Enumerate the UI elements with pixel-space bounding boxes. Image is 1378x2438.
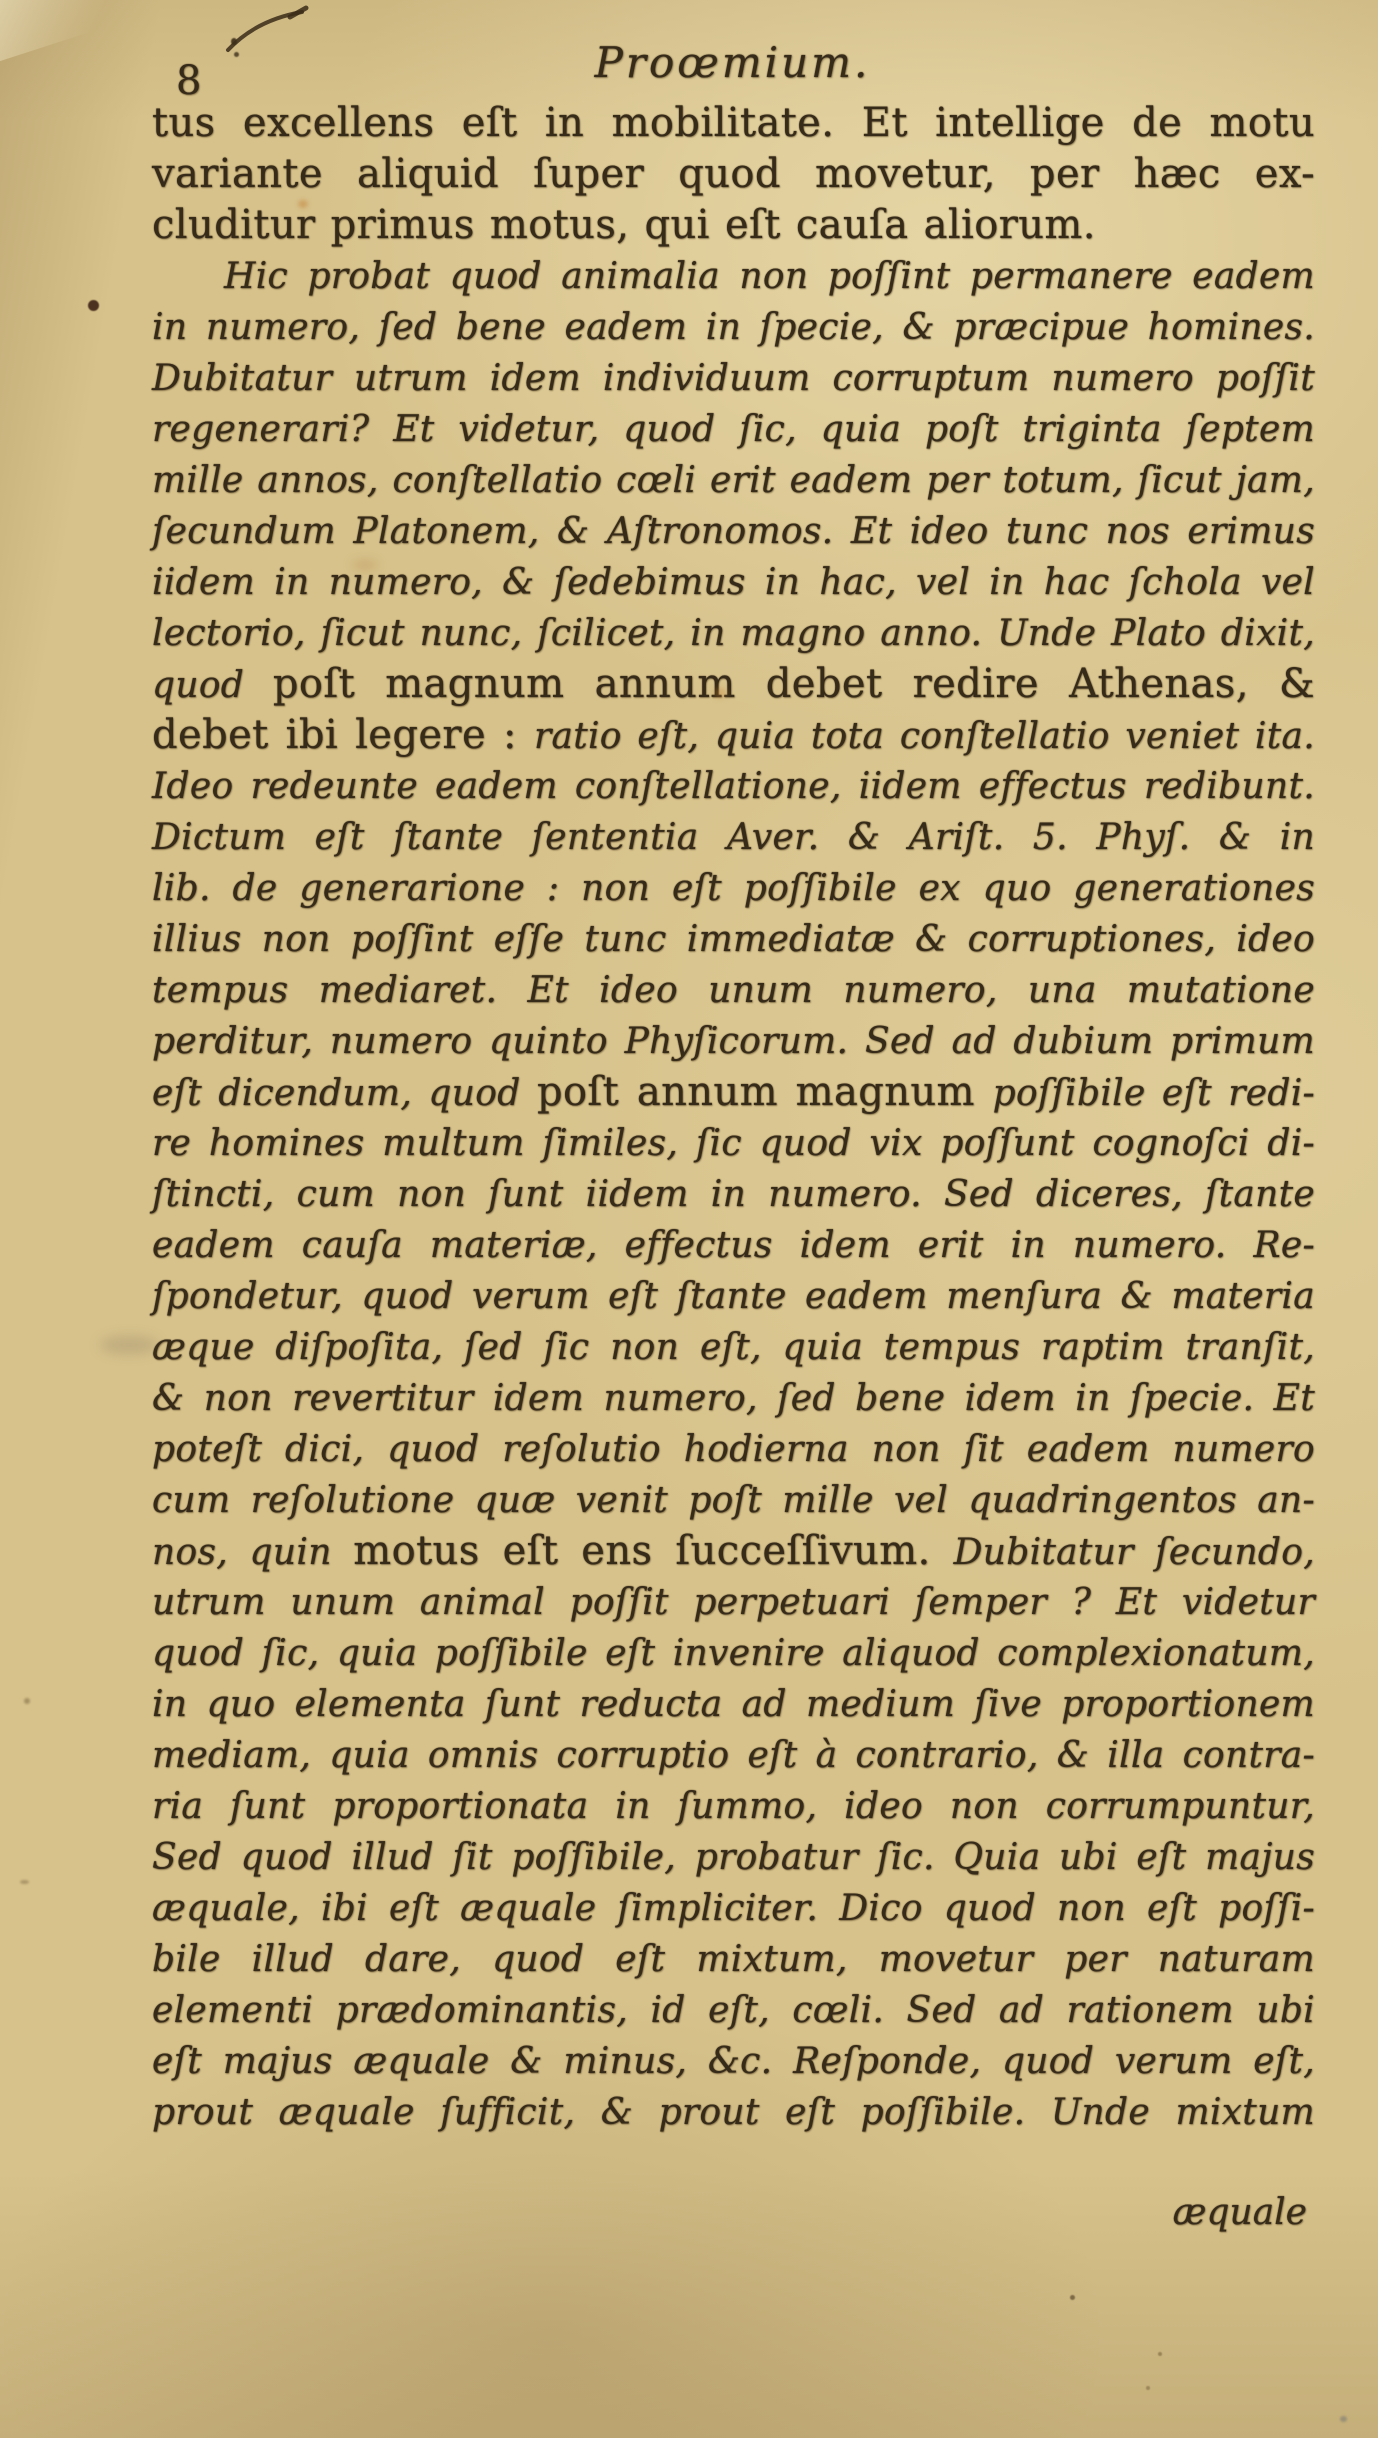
text-line <box>152 2036 1315 2087</box>
text-line <box>152 1373 1315 1424</box>
text-segment-italic: Dictum eſt ſtante ſententia Aver. & Ariſt. 5. Phyſ. & in <box>152 817 1315 858</box>
text-line <box>152 1220 1315 1271</box>
text-segment-italic: Dubitatur utrum idem individuum corruptum numero poſſit <box>152 358 1315 399</box>
text-line <box>152 1577 1315 1628</box>
text-line <box>152 149 1315 200</box>
text-line <box>152 1169 1315 1220</box>
paper-speck <box>1340 2416 1347 2422</box>
text-segment-italic: ſpondetur, quod verum eſt ſtante eadem menſura & materia <box>152 1276 1315 1317</box>
page-number: 8 <box>176 58 203 104</box>
text-segment-italic: Sed quod illud ſit poſſibile, probatur ſic. Quia ubi eſt majus <box>152 1837 1315 1878</box>
text-segment-italic: poteſt dici, quod reſolutio hodierna non ſit eadem numero <box>152 1429 1315 1470</box>
text-line <box>152 557 1315 608</box>
text-line <box>152 353 1315 404</box>
text-line <box>152 812 1315 863</box>
text-segment-italic: cum reſolutione quæ venit poſt mille vel quadringentos an- <box>152 1480 1315 1521</box>
running-title: Proœmium. <box>594 38 871 87</box>
text-segment-italic: Dubitatur ſecundo, <box>953 1532 1315 1573</box>
text-segment-italic: poſſibile eſt redi- <box>992 1073 1315 1114</box>
text-line <box>152 1730 1315 1781</box>
ink-dot-mark <box>231 38 237 45</box>
text-segment-italic: lectorio, ſicut nunc, ſcilicet, in magno anno. Unde Plato dixit, <box>152 613 1315 654</box>
text-segment-italic: quod ſic, quia poſſibile eſt invenire aliquod complexionatum, <box>152 1633 1315 1674</box>
text-segment-italic: mediam, quia omnis corruptio eſt à contrario, & illa contra- <box>152 1735 1315 1776</box>
text-line <box>152 914 1315 965</box>
text-segment-roman: poſt magnum annum debet redire Athenas, & <box>272 661 1315 707</box>
text-line <box>152 608 1315 659</box>
text-line <box>152 200 1315 251</box>
catchword: æquale <box>1172 2192 1307 2233</box>
text-segment-italic: in numero, ſed bene eadem in ſpecie, & præcipue homines. <box>152 307 1315 348</box>
text-segment-italic: ria ſunt proportionata in ſummo, ideo non corrumpuntur, <box>152 1786 1315 1827</box>
text-segment-roman: tus excellens eſt in mobilitate. Et intellige de motu <box>152 100 1315 146</box>
text-line <box>152 1679 1315 1730</box>
text-line <box>152 761 1315 812</box>
text-line <box>152 1118 1315 1169</box>
text-line <box>152 1016 1315 1067</box>
text-segment-italic: tempus mediaret. Et ideo unum numero, una mutatione <box>152 970 1315 1011</box>
text-segment-italic: utrum unum animal poſſit perpetuari ſemper ? Et videtur <box>152 1582 1315 1623</box>
paper-speck <box>24 1698 30 1704</box>
text-segment-italic: nos, quin <box>152 1532 354 1573</box>
text-segment-roman: motus eſt ens ſucceſſivum. <box>353 1528 954 1574</box>
text-segment-italic: in quo elementa ſunt reducta ad medium ſive proportionem <box>152 1684 1315 1725</box>
paper-speck <box>1146 2386 1150 2390</box>
ink-dot-mark <box>88 300 99 311</box>
text-segment-italic: prout æquale ſufficit, & prout eſt poſſibile. Unde mixtum <box>152 2092 1315 2133</box>
text-line <box>152 2087 1315 2138</box>
text-segment-italic: eſt majus æquale & minus, &c. Reſponde, quod verum eſt, <box>152 2041 1315 2082</box>
ink-dot-mark <box>234 52 239 57</box>
text-line <box>152 659 1315 710</box>
text-segment-italic: Ideo redeunte eadem conſtellatione, iidem effectus redibunt. <box>152 766 1315 807</box>
text-line <box>152 965 1315 1016</box>
foxing-spot <box>298 200 308 208</box>
text-segment-italic: perditur, numero quinto Phyſicorum. Sed ad dubium primum <box>152 1021 1315 1062</box>
text-segment-roman: debet ibi legere : <box>152 712 534 758</box>
text-line <box>152 1475 1315 1526</box>
text-segment-italic: elementi prædominantis, id eſt, cœli. Sed ad rationem ubi <box>152 1990 1315 2031</box>
page-corner-highlight <box>0 0 168 65</box>
text-line <box>152 455 1315 506</box>
foxing-spot <box>352 560 378 570</box>
text-segment-italic: eſt dicendum, quod <box>152 1073 537 1114</box>
text-segment-italic: ſtincti, cum non ſunt iidem in numero. Sed diceres, ſtante <box>152 1174 1315 1215</box>
text-segment-roman: poſt annum magnum <box>536 1069 993 1115</box>
text-segment-italic: ratio eſt, quia tota conſtellatio veniet ita. <box>533 716 1315 757</box>
text-segment-italic: illius non poſſint eſſe tunc immediatæ & corruptiones, ideo <box>152 919 1315 960</box>
text-segment-italic: æque diſpoſita, ſed ſic non eſt, quia tempus raptim tranſit, <box>152 1327 1315 1368</box>
paper-smudge <box>100 1336 158 1354</box>
text-line <box>152 1934 1315 1985</box>
text-segment-italic: lib. de generarione : non eſt poſſibile ex quo generationes <box>152 868 1315 909</box>
text-segment-italic: re homines multum ſimiles, ſic quod vix poſſunt cognoſci di- <box>152 1123 1315 1164</box>
text-segment-italic: Hic probat quod animalia non poſſint permanere eadem <box>224 256 1315 297</box>
text-line <box>152 302 1315 353</box>
text-line <box>152 251 1315 302</box>
text-line <box>152 1832 1315 1883</box>
foxing-spot <box>714 688 727 698</box>
text-segment-italic: æquale, ibi eſt æquale ſimpliciter. Dico quod non eſt poſſi- <box>152 1888 1315 1929</box>
text-line <box>152 1271 1315 1322</box>
text-line <box>152 710 1315 761</box>
text-line <box>152 1883 1315 1934</box>
paper-speck <box>1158 2352 1162 2356</box>
text-line <box>152 1067 1315 1118</box>
text-line <box>152 98 1315 149</box>
text-segment-italic: & non revertitur idem numero, ſed bene idem in ſpecie. Et <box>152 1378 1315 1419</box>
text-line <box>152 506 1315 557</box>
text-segment-roman: cluditur primus motus, qui eſt cauſa aliorum. <box>152 202 1096 248</box>
paper-speck <box>20 1880 29 1884</box>
text-line <box>152 863 1315 914</box>
text-segment-italic: bile illud dare, quod eſt mixtum, movetur per naturam <box>152 1939 1315 1980</box>
text-line <box>152 1985 1315 2036</box>
text-line <box>152 1628 1315 1679</box>
text-line <box>152 1424 1315 1475</box>
text-segment-italic: mille annos, conſtellatio cœli erit eadem per totum, ſicut jam, <box>152 460 1315 501</box>
text-line <box>152 404 1315 455</box>
text-block <box>152 98 1315 2138</box>
text-line <box>152 1781 1315 1832</box>
text-segment-italic: quod <box>152 665 273 706</box>
text-line <box>152 1322 1315 1373</box>
text-segment-italic: eadem cauſa materiæ, effectus idem erit in numero. Re- <box>152 1225 1315 1266</box>
text-segment-italic: ſecundum Platonem, & Aſtronomos. Et ideo tunc nos erimus <box>152 511 1315 552</box>
text-line <box>152 1526 1315 1577</box>
text-segment-italic: regenerari? Et videtur, quod ſic, quia poſt triginta ſeptem <box>152 409 1315 450</box>
paper-speck <box>1070 2295 1075 2300</box>
text-segment-italic: iidem in numero, & ſedebimus in hac, vel in hac ſchola vel <box>152 562 1315 603</box>
text-segment-roman: variante aliquid ſuper quod movetur, per hæc ex- <box>152 151 1315 197</box>
